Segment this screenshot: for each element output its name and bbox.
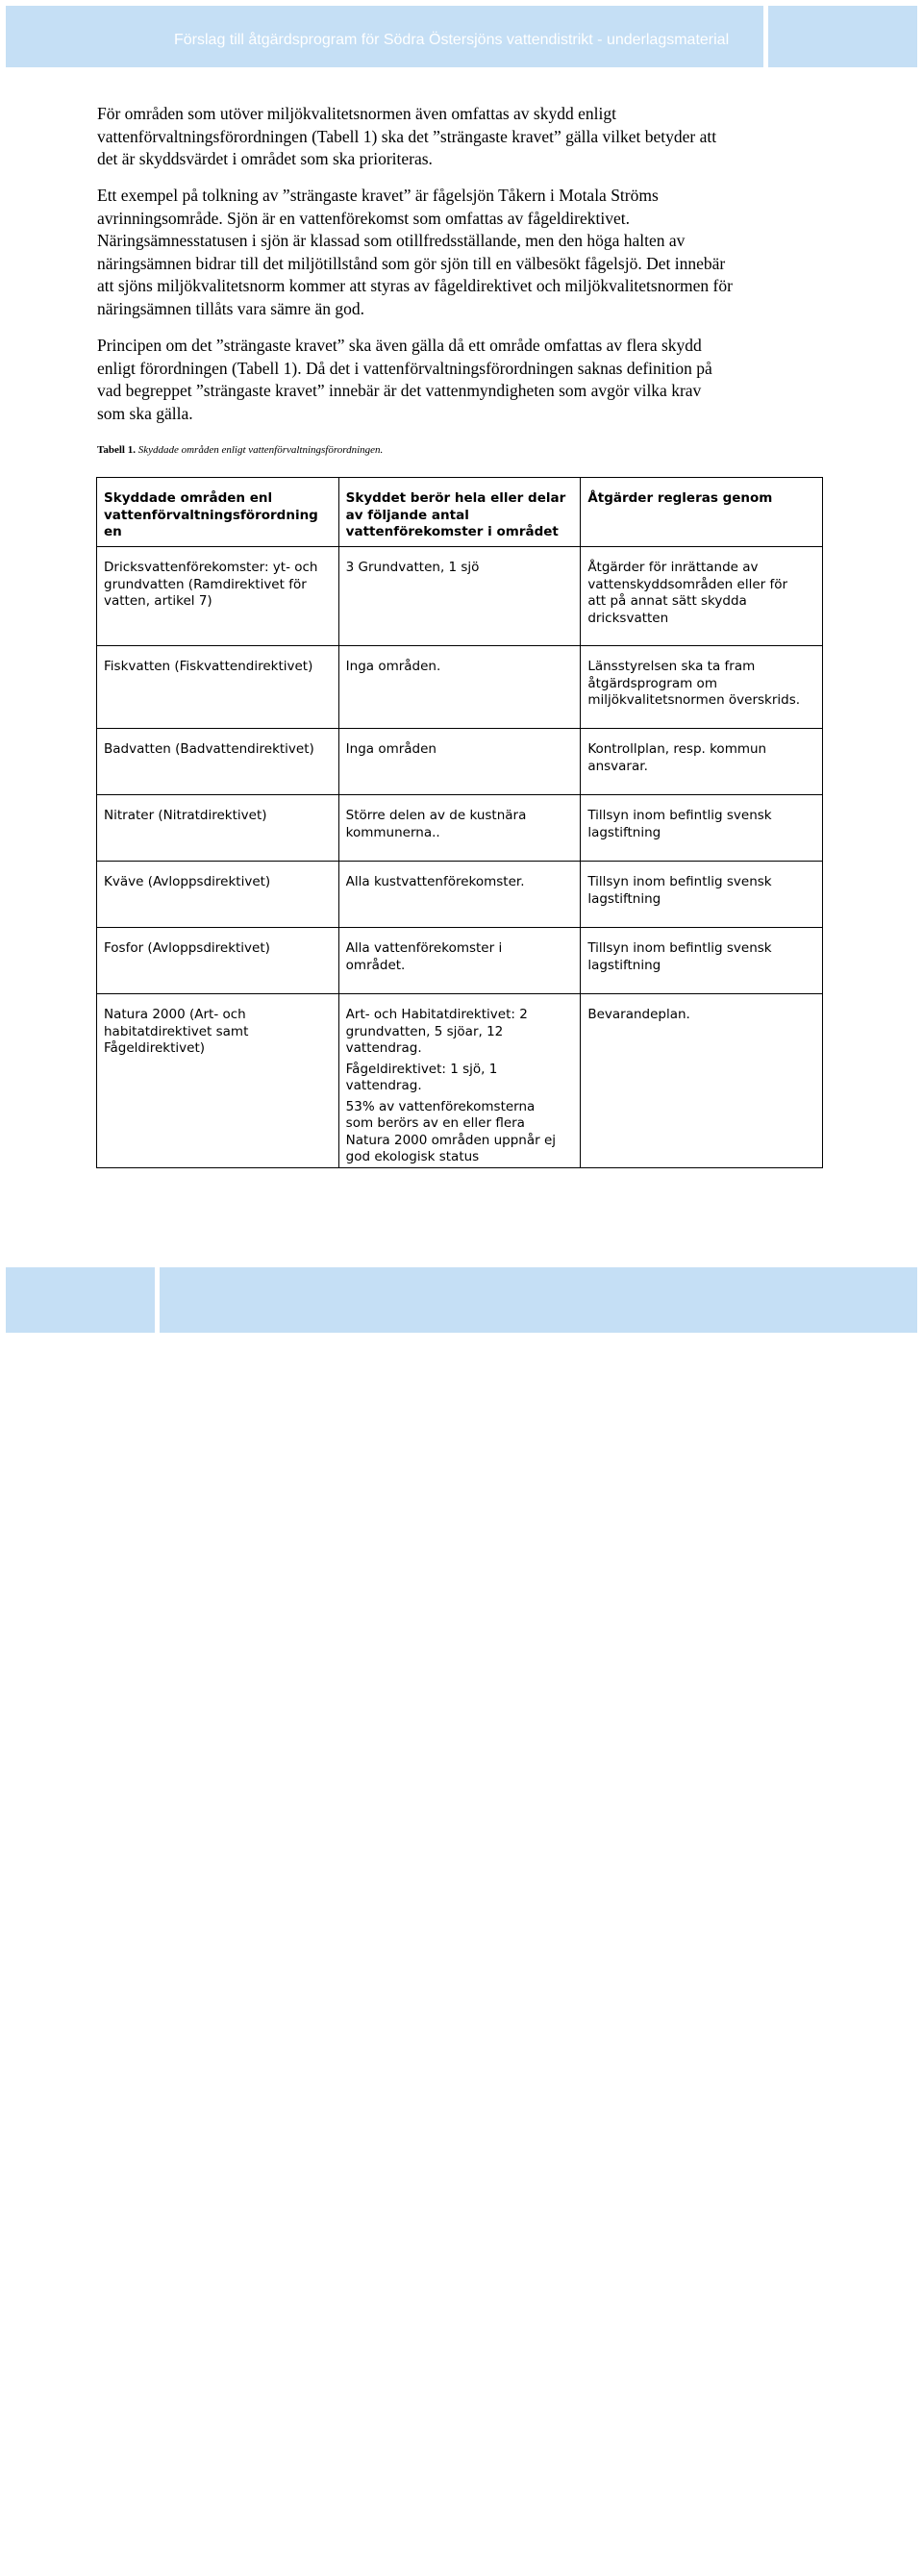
- coverage-paragraph: 53% av vattenförekomsterna som berörs av en eller flera Natura 2000 områden uppnår ej god ekologisk status: [345, 1098, 557, 1164]
- coverage-paragraph: Större delen av de kustnära kommunerna..: [345, 808, 527, 840]
- table-caption-label: Tabell 1.: [97, 444, 136, 456]
- coverage-paragraph: Alla vattenförekomster i området.: [345, 940, 503, 973]
- table-row: [97, 646, 823, 729]
- paragraph-principle: Principen om det ”strängaste kravet” ska även gälla då ett område omfattas av flera skydd enligt förordningen (Tabell 1). Då det i vattenförvaltningsförordningen saknas definition på vad begreppet ”strängaste kravet” innebär är det vattenmyndigheten som avgör vilka krav som ska gälla.: [97, 336, 712, 423]
- cell-protected-area: Fosfor (Avloppsdirektivet): [97, 928, 339, 994]
- table-caption: [97, 444, 383, 456]
- header-accent-block: [768, 6, 917, 67]
- table-row: [97, 928, 823, 994]
- coverage-paragraph: Inga områden.: [345, 659, 441, 674]
- cell-protected-area: Badvatten (Badvattendirektivet): [97, 729, 339, 795]
- table-body: [97, 547, 823, 1168]
- coverage-paragraph: Inga områden: [345, 741, 437, 757]
- footer-text: Remiss av samrådsmaterial, 1 mars - 1 september 2009: [288, 2558, 723, 2576]
- table-row: [97, 547, 823, 646]
- cell-protected-area: Fiskvatten (Fiskvattendirektivet): [97, 646, 339, 729]
- cell-coverage: [338, 729, 581, 795]
- cell-coverage: [338, 928, 581, 994]
- header-title: Förslag till åtgärdsprogram för Södra Östersjöns vattendistrikt - underlagsmaterial: [174, 32, 730, 48]
- cell-measures: Tillsyn inom befintlig svensk lagstiftning: [581, 795, 823, 862]
- table-caption-text: Skyddade områden enligt vattenförvaltningsförordningen.: [137, 444, 384, 456]
- cell-measures: Kontrollplan, resp. kommun ansvarar.: [581, 729, 823, 795]
- cell-measures: Åtgärder för inrättande av vattenskyddsområden eller för att på annat sätt skydda dricksvatten: [581, 547, 823, 646]
- cell-measures: Bevarandeplan.: [581, 994, 823, 1168]
- cell-protected-area: Dricksvattenförekomster: yt- och grundvatten (Ramdirektivet för vatten, artikel 7): [97, 547, 339, 646]
- table-row: [97, 994, 823, 1168]
- coverage-paragraph: Art- och Habitatdirektivet: 2 grundvatten, 5 sjöar, 12 vattendrag.: [345, 1007, 528, 1056]
- cell-measures: Tillsyn inom befintlig svensk lagstiftning: [581, 928, 823, 994]
- table-row: [97, 729, 823, 795]
- paragraph-takern-example: Ett exempel på tolkning av ”strängaste kravet” är fågelsjön Tåkern i Motala Ströms avrinningsområde. Sjön är en vattenförekomst som omfattas av fågeldirektivet. Näringsämnesstatusen i sjön är klassad som otillfredsställande, men den höga halten av näringsämnen bidrar till det miljötillstånd som gör sjön till en välbesökt fågelsjö. Det innebär att sjöns miljökvalitetsnorm kommer att styras av fågeldirektivet och miljökvalitetsnormen för näringsämnen tillåts vara sämre än god.: [97, 186, 733, 318]
- header-coverage: Skyddet berör hela eller delar av följande antal vattenförekomster i området: [338, 478, 581, 547]
- table-row: [97, 862, 823, 928]
- cell-measures: Tillsyn inom befintlig svensk lagstiftning: [581, 862, 823, 928]
- table-header-row: [97, 478, 823, 547]
- coverage-paragraph: Fågeldirektivet: 1 sjö, 1 vattendrag.: [345, 1061, 498, 1093]
- coverage-paragraph: Alla kustvattenförekomster.: [345, 874, 525, 889]
- coverage-paragraph: 3 Grundvatten, 1 sjö: [345, 560, 480, 575]
- footer-bar: [160, 1267, 917, 2576]
- cell-protected-area: Kväve (Avloppsdirektivet): [97, 862, 339, 928]
- table-row: [97, 795, 823, 862]
- cell-protected-area: Nitrater (Nitratdirektivet): [97, 795, 339, 862]
- cell-coverage: [338, 547, 581, 646]
- header-protected-areas: Skyddade områden enl vattenförvaltningsförordning en: [97, 478, 339, 547]
- cell-coverage: [338, 994, 581, 1168]
- cell-coverage: [338, 646, 581, 729]
- cell-protected-area: Natura 2000 (Art- och habitatdirektivet samt Fågeldirektivet): [97, 994, 339, 1168]
- footer-accent-block: [6, 1267, 155, 1333]
- cell-coverage: [338, 862, 581, 928]
- cell-measures: Länsstyrelsen ska ta fram åtgärdsprogram om miljökvalitetsnormen överskrids.: [581, 646, 823, 729]
- paragraph-strictest-requirement: För områden som utöver miljökvalitetsnormen även omfattas av skydd enligt vattenförvaltningsförordningen (Tabell 1) ska det ”strängaste kravet” gälla vilket betyder att det är skyddsvärdet i området som ska prioriteras.: [97, 104, 717, 168]
- cell-coverage: [338, 795, 581, 862]
- header-bar: [6, 6, 763, 67]
- header-measures: Åtgärder regleras genom: [581, 478, 823, 547]
- protected-areas-table: [96, 477, 823, 1168]
